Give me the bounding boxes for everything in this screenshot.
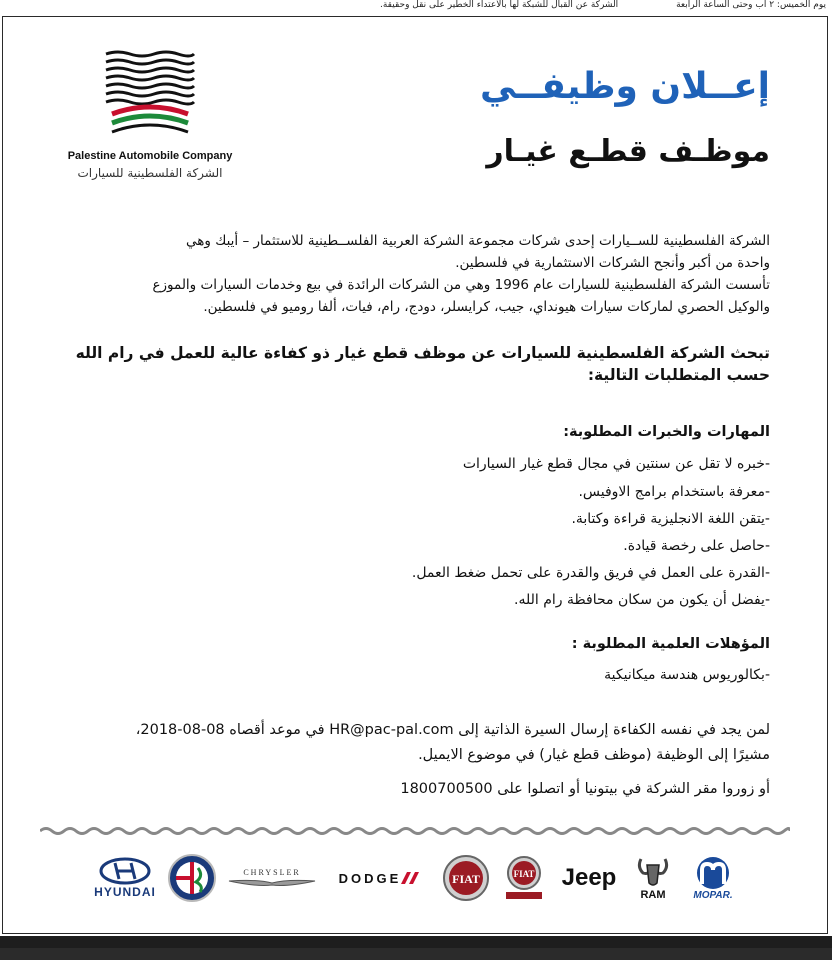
intro-line: الشركة الفلسطينية للســيارات إحدى شركات مجموعة الشركة العربية الفلســطينية للاستثمار – أيبك وهي — [186, 233, 770, 249]
fiat-logo — [440, 850, 492, 906]
chrysler-wordmark: CHRYSLER — [243, 867, 301, 877]
svg-text:FIAT: FIAT — [513, 869, 535, 879]
skill-item: -معرفة باستخدام برامج الاوفيس. — [578, 484, 770, 500]
search-statement-line: حسب المتطلبات التالية: — [587, 366, 770, 384]
intro-line: تأسست الشركة الفلسطينية للسيارات عام 1996 وهي من الشركات الرائدة في بيع وخدمات السيارات والموزع — [152, 277, 770, 293]
svg-text:FIAT: FIAT — [452, 872, 480, 886]
top-strip-left-text: الشركة عن القبال للشبكة لها بالاعتداء الخطير على نقل وحقيقة. — [380, 0, 619, 10]
chrysler-wings-icon — [227, 877, 317, 889]
qualification-item: -بكالوريوس هندسة ميكانيكية — [604, 667, 770, 683]
skill-item: -حاصل على رخصة قيادة. — [623, 538, 770, 554]
skill-item: -يتقن اللغة الانجليزية قراءة وكتابة. — [571, 511, 770, 527]
brand-logos-row — [80, 850, 750, 906]
skill-item: -خبره لا تقل عن سنتين في مجال قطع غيار السيارات — [462, 456, 770, 472]
hyundai-logo — [82, 850, 168, 906]
company-name-en: Palestine Automobile Company — [67, 150, 233, 162]
wavy-divider — [40, 824, 790, 838]
alfa-romeo-emblem-icon — [168, 854, 216, 902]
contact-line: مشيرًا إلى الوظيفة (موظف قطع غيار) في موضوع الايميل. — [418, 747, 770, 763]
job-announcement-title: إعــلان وظيفــي — [479, 66, 770, 107]
ram-wordmark: RAM — [640, 889, 666, 901]
intro-line: واحدة من أكبر وأنجح الشركات الاستثمارية في فلسطين. — [455, 255, 770, 271]
dodge-stripes-icon — [401, 871, 419, 885]
fiat-professional-logo — [498, 850, 550, 906]
alfa-romeo-logo — [166, 850, 218, 906]
dodge-logo — [324, 850, 434, 906]
qualifications-section-title: المؤهلات العلمية المطلوبة : — [571, 636, 770, 652]
ram-logo — [628, 850, 678, 906]
chrysler-logo — [226, 850, 318, 906]
skill-item: -القدرة على العمل في فريق والقدرة على تحمل ضغط العمل. — [411, 565, 770, 581]
fiat-emblem-icon — [443, 855, 489, 901]
company-logo-icon — [102, 48, 198, 140]
skills-section-title: المهارات والخبرات المطلوبة: — [563, 424, 770, 440]
mopar-wordmark: MOPAR. — [693, 889, 733, 901]
intro-line: والوكيل الحصري لماركات سيارات هيونداي، جيب، كرايسلر، دودج، رام، فيات، ألفا روميو في فلسطين. — [203, 299, 770, 315]
bottom-dark-bar — [0, 936, 832, 960]
ram-head-icon — [635, 855, 671, 889]
top-strip-right-text: يوم الخميس: ٢ آب وحتى الساعة الرابعة — [676, 0, 826, 10]
jeep-wordmark: Jeep — [561, 864, 617, 891]
dodge-wordmark: DODGE — [338, 870, 402, 886]
search-statement-line: تبحث الشركة الفلسطينية للسيارات عن موظف قطع غيار ذو كفاءة عالية للعمل في رام الله — [75, 344, 770, 362]
position-title: موظـف قطـع غيـار — [486, 134, 770, 169]
fiat-professional-emblem-icon — [502, 855, 546, 901]
mopar-logo — [682, 850, 744, 906]
jeep-logo — [554, 850, 624, 906]
company-name-ar: الشركة الفلسطينية للسيارات — [77, 166, 223, 180]
hyundai-emblem-icon — [99, 857, 151, 885]
contact-line: لمن يجد في نفسه الكفاءة إرسال السيرة الذاتية إلى HR@pac-pal.com في موعد أقصاه 08-08-2018، — [135, 722, 770, 738]
mopar-m-icon — [689, 856, 737, 890]
hyundai-wordmark: HYUNDAI — [94, 885, 156, 899]
skill-item: -يفضل أن يكون من سكان محافظة رام الله. — [514, 592, 770, 608]
top-cropped-strip — [0, 0, 832, 16]
contact-line: أو زوروا مقر الشركة في بيتونيا أو اتصلوا على 1800700500 — [400, 781, 770, 797]
